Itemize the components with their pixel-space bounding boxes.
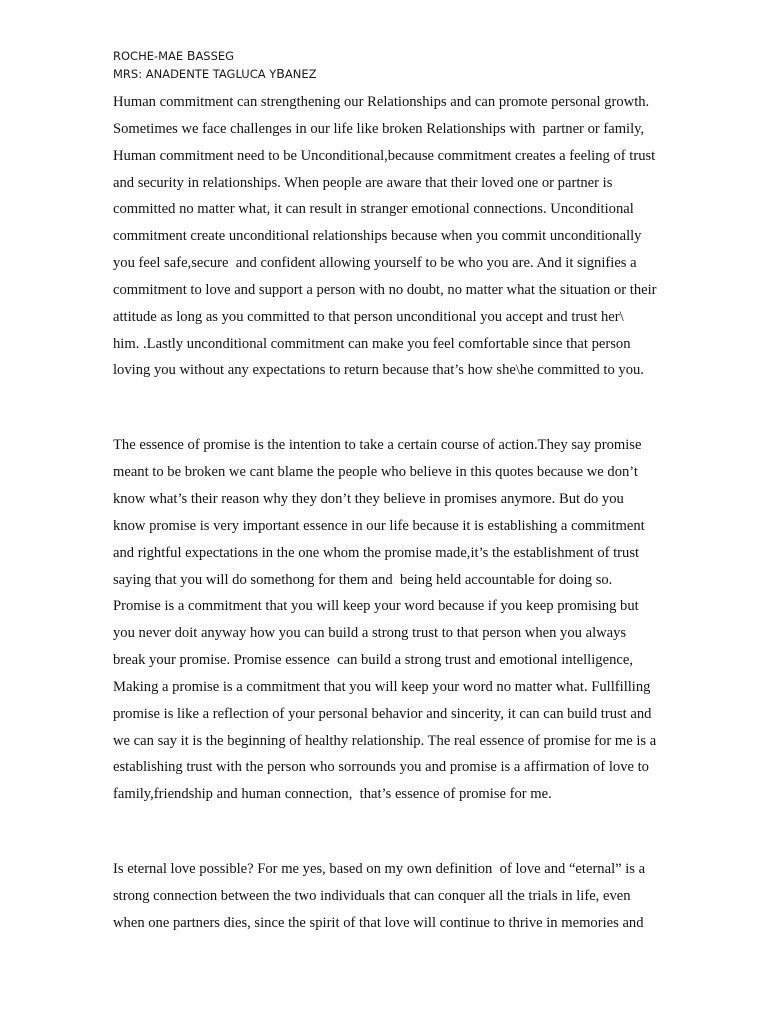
paragraph-line: commitment to love and support a person with no doubt, no matter what the situation or their [113,281,657,298]
paragraph-line: know promise is very important essence in our life because it is establishing a commitment [113,517,645,534]
paragraph-line: and security in relationships. When people are aware that their loved one or partner is [113,174,613,191]
teacher-name [113,65,317,83]
paragraph-promise [113,432,688,808]
paragraph-commitment [113,89,688,384]
paragraph-line: him. .Lastly unconditional commitment can make you feel comfortable since that person [113,335,631,352]
paragraph-line: Is eternal love possible? For me yes, based on my own definition of love and “eternal” is a [113,861,646,878]
paragraph-line: establishing trust with the person who sorrounds you and promise is a affirmation of love to [113,759,649,776]
teacher-name-part-1: MRS: ANADENTE TAGLUCA Y [113,67,277,81]
paragraph-line: attitude as long as you committed to that person unconditional you accept and trust her\ [113,308,624,325]
paragraph-line: Human commitment can strengthening our Relationships and can promote personal growth. [113,94,650,110]
paragraph-line: family,friendship and human connection, that’s essence of promise for me. [113,786,552,803]
paragraph-line: when one partners dies, since the spirit of that love will continue to thrive in memories and [113,914,644,931]
paragraph-line: you never doit anyway how you can build a strong trust to that person when you always [113,625,627,642]
author-name-part-1: ROCHE-MAE [113,49,187,63]
paragraph-line: The essence of promise is the intention to take a certain course of action.They say promise [113,437,642,454]
paragraph-line: Promise is a commitment that you will keep your word because if you keep promising but [113,598,639,615]
author-name-part-3: ASSEG [195,49,235,63]
paragraph-line: know what’s their reason why they don’t they believe in promises anymore. But do you [113,490,624,507]
teacher-name-part-2: B [276,66,285,81]
document-body [113,89,688,937]
paragraph-line: Sometimes we face challenges in our life like broken Relationships with partner or family, [113,120,645,137]
paragraph-line: loving you without any expectations to return because that’s how she\he committed to you. [113,362,644,379]
author-name-part-2: B [186,48,196,63]
paragraph-line: strong connection between the two individuals that can conquer all the trials in life, even [113,887,631,904]
paragraph-spacer [113,384,688,432]
paragraph-line: Human commitment need to be Unconditional,because commitment creates a feeling of trust [113,147,656,164]
paragraph-line: saying that you will do somethong for them and being held accountable for doing so. [113,571,613,588]
teacher-name-part-3: ANEZ [284,67,317,81]
paragraph-line: promise is like a reflection of your personal behavior and sincerity, it can can build trust and [113,705,652,722]
paragraph-line: meant to be broken we cant blame the people who believe in this quotes because we don’t [113,464,638,481]
paragraph-line: and rightful expectations in the one whom the promise made,it’s the establishment of trust [113,544,640,561]
paragraph-line: committed no matter what, it can result in stranger emotional connections. Unconditional [113,201,634,218]
author-name [113,47,317,65]
paragraph-line: you feel safe,secure and confident allowing yourself to be who you are. And it signifies a [113,255,637,272]
paragraph-line: we can say it is the beginning of healthy relationship. The real essence of promise for me is a [113,732,657,749]
paragraph-line: break your promise. Promise essence can build a strong trust and emotional intelligence, [113,652,633,669]
paragraph-line: Making a promise is a commitment that you will keep your word no matter what. Fullfilling [113,678,651,695]
paragraph-spacer [113,808,688,856]
document-header [113,47,317,83]
paragraph-eternal-love [113,856,688,937]
paragraph-line: commitment create unconditional relationships because when you commit unconditionally [113,228,642,245]
